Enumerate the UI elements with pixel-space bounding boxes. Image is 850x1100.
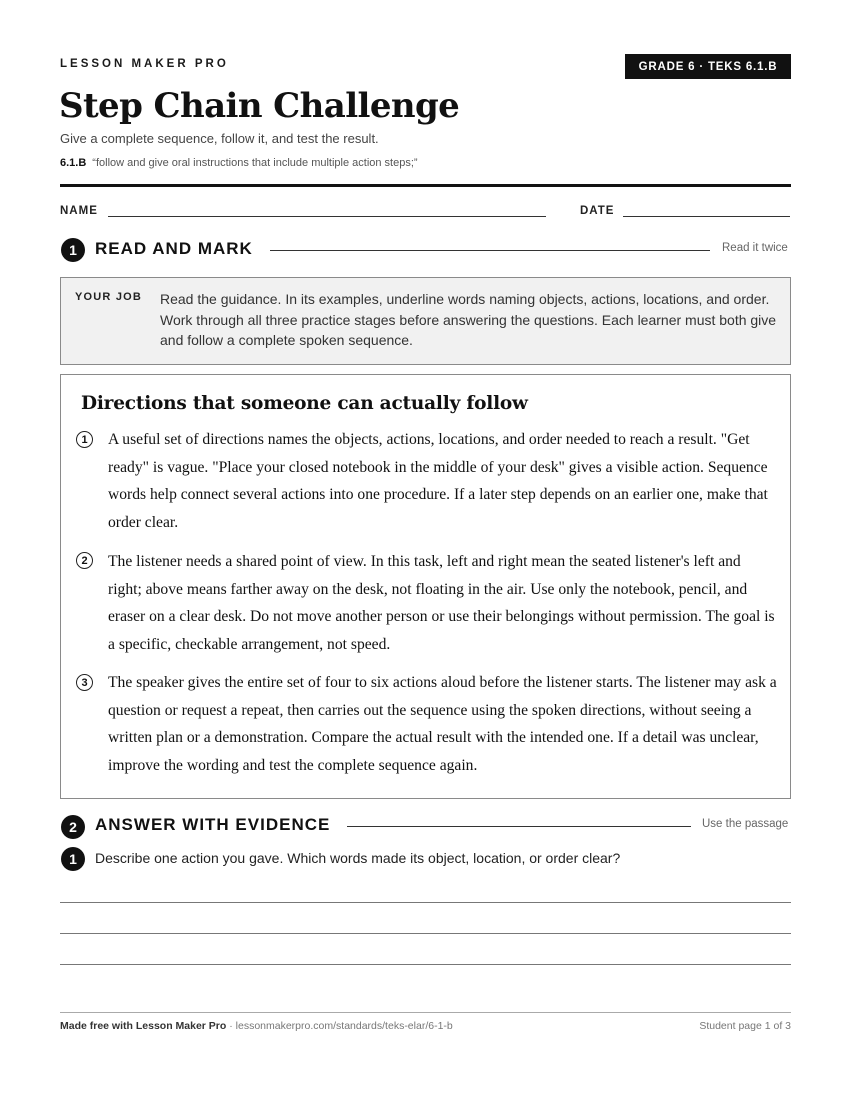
paragraph-2: The listener needs a shared point of view. In this task, left and right mean the seated listener's left and right; above means farther away on the desk, not floating in the air. Use only the notebook, pencil, and eraser on a clear desk. Do not move another person or use their belongings without permission. The goal is a specific, checkable arrangement, not speed. xyxy=(108,553,775,654)
section-1-number: 1 xyxy=(61,238,85,262)
page-subtitle: Give a complete sequence, follow it, and test the result. xyxy=(60,131,379,146)
section-1-rule xyxy=(270,250,710,251)
section-1-title: READ AND MARK xyxy=(95,239,253,258)
footer-separator: · xyxy=(226,1020,236,1032)
paragraph-1-number: 1 xyxy=(76,431,93,448)
date-field[interactable] xyxy=(623,216,790,217)
paragraph-3-number: 3 xyxy=(76,674,93,691)
footer-credit xyxy=(60,1020,453,1032)
your-job-text: Read the guidance. In its examples, underline words naming objects, actions, locations, and order. Work through all three practice stages before answering the questions. Each learner must both give and follow a complete spoken sequence. xyxy=(160,291,777,348)
page-number: Student page 1 of 3 xyxy=(699,1020,791,1032)
answer-line-2[interactable] xyxy=(60,933,791,934)
standard-text: “follow and give oral instructions that include multiple action steps;” xyxy=(92,157,418,169)
standard-code: 6.1.B xyxy=(60,157,87,169)
question-1-text: Describe one action you gave. Which words made its object, location, or order clear? xyxy=(95,850,621,866)
standard-line xyxy=(60,157,418,169)
brand-name: LESSON MAKER PRO xyxy=(60,58,229,70)
question-1-number: 1 xyxy=(61,847,85,871)
date-label: DATE xyxy=(580,205,615,217)
footer-made-with: Made free with Lesson Maker Pro xyxy=(60,1020,227,1032)
paragraph-2-number: 2 xyxy=(76,552,93,569)
header-divider xyxy=(60,184,791,187)
paragraph-1: A useful set of directions names the objects, actions, locations, and order needed to reach a result. "Get ready" is vague. "Place your closed notebook in the middle of your desk" gives a visible action. Sequence words help connect several actions into one procedure. If a later step depends on an earlier one, make that order clear. xyxy=(108,431,768,532)
name-field[interactable] xyxy=(108,216,546,217)
footer-divider xyxy=(60,1012,791,1013)
passage-title: Directions that someone can actually follow xyxy=(81,393,528,414)
section-2-title: ANSWER WITH EVIDENCE xyxy=(95,815,331,834)
name-label: NAME xyxy=(60,205,98,217)
your-job-label: YOUR JOB xyxy=(75,291,143,303)
answer-line-3[interactable] xyxy=(60,964,791,965)
section-2-rule xyxy=(347,826,691,827)
grade-standard-badge: GRADE 6 · TEKS 6.1.B xyxy=(625,54,791,79)
answer-line-1[interactable] xyxy=(60,902,791,903)
footer-url[interactable]: lessonmakerpro.com/standards/teks-elar/6-1-b xyxy=(235,1020,453,1032)
page-title: Step Chain Challenge xyxy=(59,86,460,126)
section-2-hint: Use the passage xyxy=(702,818,789,830)
section-2-number: 2 xyxy=(61,815,85,839)
paragraph-3: The speaker gives the entire set of four to six actions aloud before the listener starts. The listener may ask a question or request a repeat, then carries out the sequence using the spoken directions, without seeing a written plan or a demonstration. Compare the actual result with the intended one. If a detail was unclear, improve the wording and test the complete sequence again. xyxy=(108,674,777,775)
section-1-hint: Read it twice xyxy=(722,242,788,254)
